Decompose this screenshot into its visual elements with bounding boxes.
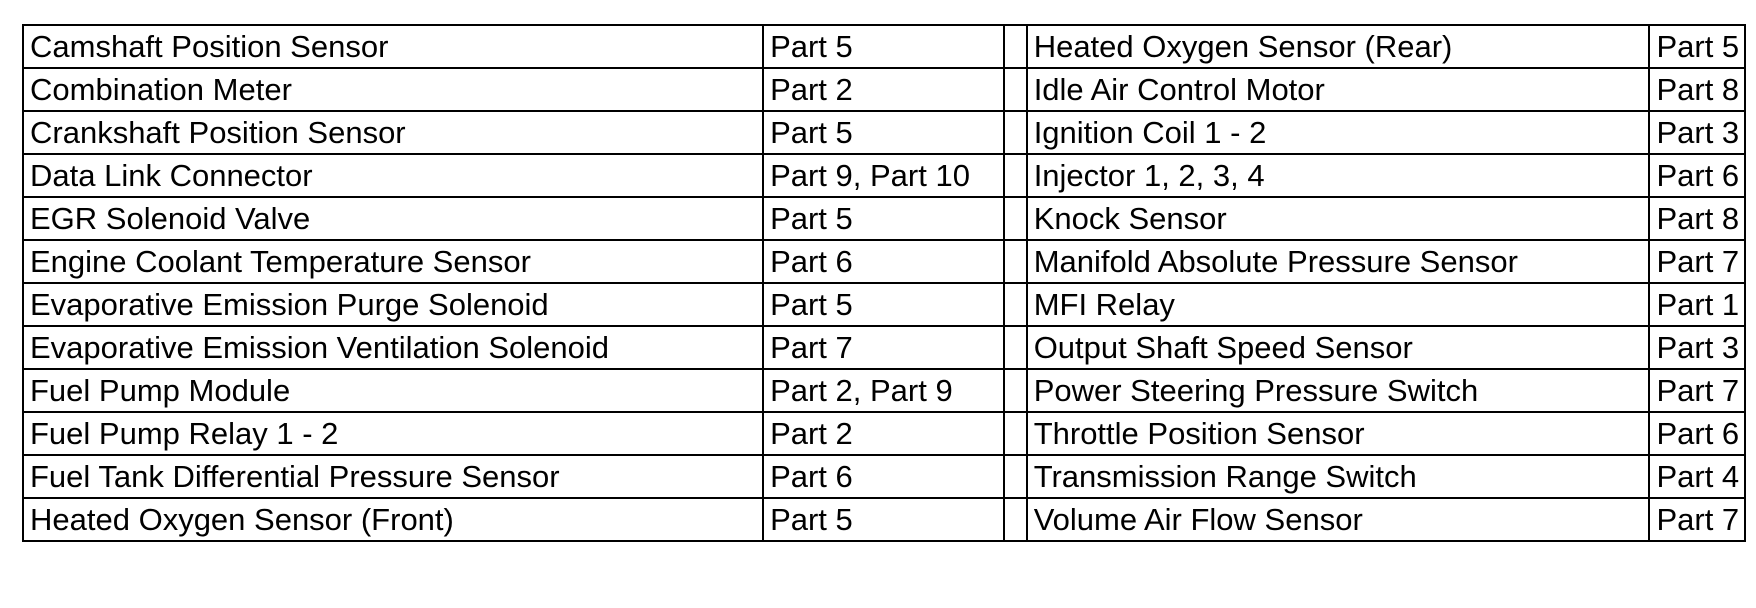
left-location-cell: Part 5 — [763, 25, 1004, 68]
component-location-table-body — [23, 25, 1745, 541]
left-component-cell: Camshaft Position Sensor — [23, 25, 763, 68]
left-location-cell: Part 6 — [763, 240, 1004, 283]
right-location-cell: Part 7 — [1649, 498, 1745, 541]
left-location-cell: Part 2, Part 9 — [763, 369, 1004, 412]
column-separator — [1004, 111, 1027, 154]
left-location-cell: Part 5 — [763, 498, 1004, 541]
right-component-cell: Injector 1, 2, 3, 4 — [1027, 154, 1650, 197]
left-location-cell: Part 9, Part 10 — [763, 154, 1004, 197]
left-component-cell: Combination Meter — [23, 68, 763, 111]
left-component-cell: Evaporative Emission Ventilation Solenoid — [23, 326, 763, 369]
column-separator — [1004, 25, 1027, 68]
left-component-cell: Fuel Pump Module — [23, 369, 763, 412]
right-location-cell: Part 3 — [1649, 111, 1745, 154]
column-separator — [1004, 283, 1027, 326]
right-location-cell: Part 8 — [1649, 197, 1745, 240]
right-location-cell: Part 3 — [1649, 326, 1745, 369]
right-component-cell: Idle Air Control Motor — [1027, 68, 1650, 111]
right-component-cell: Ignition Coil 1 - 2 — [1027, 111, 1650, 154]
column-separator — [1004, 240, 1027, 283]
table-row — [23, 326, 1745, 369]
table-row — [23, 412, 1745, 455]
right-component-cell: Output Shaft Speed Sensor — [1027, 326, 1650, 369]
left-location-cell: Part 5 — [763, 111, 1004, 154]
left-component-cell: Fuel Pump Relay 1 - 2 — [23, 412, 763, 455]
right-location-cell: Part 1 — [1649, 283, 1745, 326]
right-location-cell: Part 8 — [1649, 68, 1745, 111]
right-component-cell: MFI Relay — [1027, 283, 1650, 326]
table-row — [23, 498, 1745, 541]
column-separator — [1004, 197, 1027, 240]
left-component-cell: Fuel Tank Differential Pressure Sensor — [23, 455, 763, 498]
table-row — [23, 240, 1745, 283]
left-location-cell: Part 2 — [763, 412, 1004, 455]
right-location-cell: Part 7 — [1649, 240, 1745, 283]
left-location-cell: Part 2 — [763, 68, 1004, 111]
left-component-cell: Data Link Connector — [23, 154, 763, 197]
right-location-cell: Part 4 — [1649, 455, 1745, 498]
left-component-cell: Engine Coolant Temperature Sensor — [23, 240, 763, 283]
left-component-cell: Evaporative Emission Purge Solenoid — [23, 283, 763, 326]
right-component-cell: Power Steering Pressure Switch — [1027, 369, 1650, 412]
left-component-cell: Heated Oxygen Sensor (Front) — [23, 498, 763, 541]
left-component-cell: EGR Solenoid Valve — [23, 197, 763, 240]
column-separator — [1004, 498, 1027, 541]
column-separator — [1004, 326, 1027, 369]
component-location-table — [22, 24, 1746, 542]
left-location-cell: Part 6 — [763, 455, 1004, 498]
right-component-cell: Volume Air Flow Sensor — [1027, 498, 1650, 541]
table-row — [23, 25, 1745, 68]
right-location-cell: Part 7 — [1649, 369, 1745, 412]
column-separator — [1004, 455, 1027, 498]
left-component-cell: Crankshaft Position Sensor — [23, 111, 763, 154]
right-component-cell: Knock Sensor — [1027, 197, 1650, 240]
table-row — [23, 369, 1745, 412]
column-separator — [1004, 68, 1027, 111]
right-component-cell: Heated Oxygen Sensor (Rear) — [1027, 25, 1650, 68]
left-location-cell: Part 7 — [763, 326, 1004, 369]
table-row — [23, 283, 1745, 326]
table-row — [23, 455, 1745, 498]
right-location-cell: Part 6 — [1649, 412, 1745, 455]
right-location-cell: Part 5 — [1649, 25, 1745, 68]
right-component-cell: Transmission Range Switch — [1027, 455, 1650, 498]
right-component-cell: Manifold Absolute Pressure Sensor — [1027, 240, 1650, 283]
table-row — [23, 111, 1745, 154]
column-separator — [1004, 154, 1027, 197]
table-row — [23, 68, 1745, 111]
left-location-cell: Part 5 — [763, 197, 1004, 240]
table-row — [23, 154, 1745, 197]
table-row — [23, 197, 1745, 240]
left-location-cell: Part 5 — [763, 283, 1004, 326]
right-location-cell: Part 6 — [1649, 154, 1745, 197]
right-component-cell: Throttle Position Sensor — [1027, 412, 1650, 455]
column-separator — [1004, 412, 1027, 455]
column-separator — [1004, 369, 1027, 412]
